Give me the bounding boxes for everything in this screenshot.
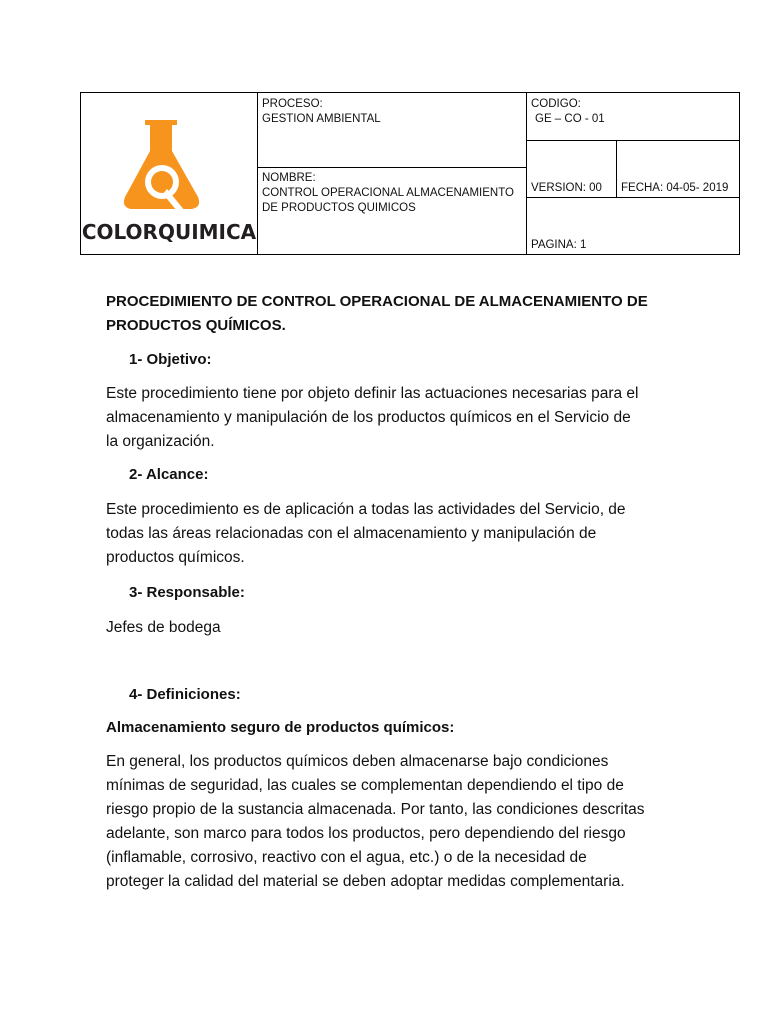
proceso-cell bbox=[262, 97, 522, 127]
logo-text: COLORQUIMICA bbox=[81, 220, 257, 244]
section-4-heading: 4- Definiciones: bbox=[129, 686, 241, 703]
s4-line-3: riesgo propio de la sustancia almacenada. Por tanto, las condiciones descritas bbox=[106, 801, 645, 818]
section-2-paragraph bbox=[106, 498, 666, 570]
version-cell: VERSION: 00 bbox=[531, 182, 602, 194]
pagina-cell: PAGINA: 1 bbox=[531, 239, 587, 251]
section-4-paragraph bbox=[106, 750, 666, 894]
s1-line-2: almacenamiento y manipulación de los productos químicos en el Servicio de bbox=[106, 409, 631, 426]
nombre-value-line1: CONTROL OPERACIONAL ALMACENAMIENTO bbox=[262, 187, 514, 199]
company-logo bbox=[81, 93, 257, 254]
nombre-label: NOMBRE: bbox=[262, 172, 316, 184]
nombre-value-line2: DE PRODUCTOS QUIMICOS bbox=[262, 202, 416, 214]
fecha-cell: FECHA: 04-05- 2019 bbox=[621, 182, 729, 194]
section-4-subheading: Almacenamiento seguro de productos químicos: bbox=[106, 719, 455, 736]
s2-line-2: todas las áreas relacionadas con el almacenamiento y manipulación de bbox=[106, 525, 597, 542]
s4-line-4: adelante, son marco para todos los productos, pero dependiendo del riesgo bbox=[106, 825, 626, 842]
proceso-value: GESTION AMBIENTAL bbox=[262, 113, 381, 125]
proceso-label: PROCESO: bbox=[262, 98, 323, 110]
document-title bbox=[106, 290, 666, 338]
section-3-paragraph bbox=[106, 616, 666, 640]
s4-line-6: proteger la calidad del material se deben adoptar medidas complementaria. bbox=[106, 873, 625, 890]
title-line-1: PROCEDIMIENTO DE CONTROL OPERACIONAL DE ALMACENAMIENTO DE bbox=[106, 293, 648, 310]
s2-line-1: Este procedimiento es de aplicación a todas las actividades del Servicio, de bbox=[106, 501, 626, 518]
title-line-2: PRODUCTOS QUÍMICOS. bbox=[106, 317, 286, 334]
section-1-heading: 1- Objetivo: bbox=[129, 351, 212, 368]
document-header-table bbox=[80, 92, 740, 255]
s2-line-3: productos químicos. bbox=[106, 549, 245, 566]
nombre-cell bbox=[262, 171, 524, 216]
s4-line-2: mínimas de seguridad, las cuales se complementan dependiendo el tipo de bbox=[106, 777, 624, 794]
section-2-heading: 2- Alcance: bbox=[129, 466, 209, 483]
s1-line-3: la organización. bbox=[106, 433, 215, 450]
codigo-cell bbox=[531, 97, 731, 127]
s1-line-1: Este procedimiento tiene por objeto definir las actuaciones necesarias para el bbox=[106, 385, 639, 402]
codigo-label: CODIGO: bbox=[531, 98, 581, 110]
section-3-heading: 3- Responsable: bbox=[129, 584, 245, 601]
codigo-value: GE – CO - 01 bbox=[535, 113, 605, 125]
s3-line-1: Jefes de bodega bbox=[106, 619, 221, 636]
section-1-paragraph bbox=[106, 382, 666, 454]
s4-line-1: En general, los productos químicos deben almacenarse bajo condiciones bbox=[106, 753, 609, 770]
s4-line-5: (inflamable, corrosivo, reactivo con el agua, etc.) o de la necesidad de bbox=[106, 849, 587, 866]
